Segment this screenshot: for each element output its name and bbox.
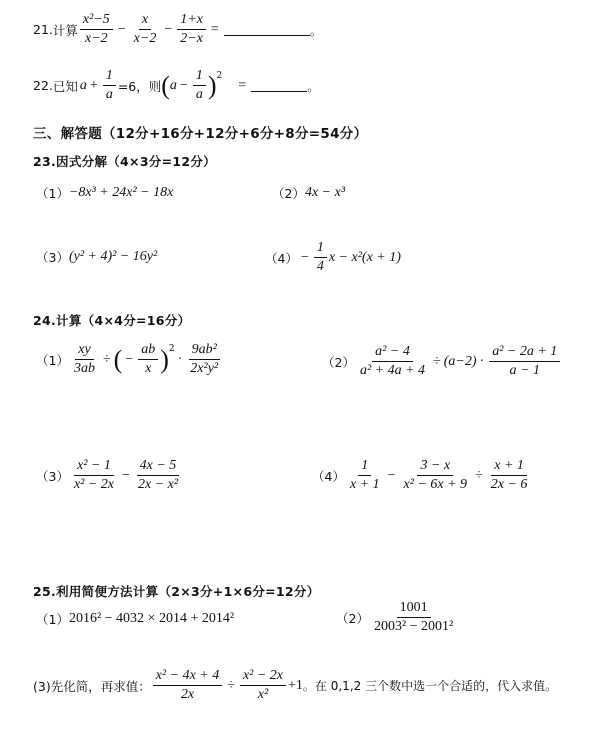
q24-p4-f3-numerator: x + 1 xyxy=(491,458,527,476)
q24-p1-f3-numerator: 9ab² xyxy=(189,342,220,360)
q24-p1-label: （1） xyxy=(36,352,69,368)
q23-p4-label: （4） xyxy=(265,250,298,266)
q23-p2-expr: 4x − x³ xyxy=(304,185,346,200)
q23-p3-label: （3） xyxy=(36,250,69,265)
q25-p1-label: （1） xyxy=(36,612,69,627)
q23-p4-denominator: 4 xyxy=(316,259,324,274)
q24-p3-f2-denominator: 2x − x² xyxy=(137,477,179,492)
q25-p2-denominator: 2003² − 2001² xyxy=(373,619,454,634)
minus-sign: − xyxy=(300,249,309,265)
q22-power: 2 xyxy=(216,70,223,81)
right-paren: ) xyxy=(160,344,169,374)
q23-p3-expr: (y² + 4)² − 16y² xyxy=(68,249,158,264)
minus-sign: − xyxy=(125,351,134,367)
q24-part-1 xyxy=(36,342,223,377)
minus-sign: − xyxy=(387,467,396,483)
dot-sign: · xyxy=(479,353,485,369)
q22-var: a xyxy=(79,77,87,93)
q24-p2-f1-numerator: a² − 4 xyxy=(372,344,413,362)
left-paren: ( xyxy=(113,344,123,374)
q22-frac-denominator: a xyxy=(105,87,113,102)
q25-p3-f2-denominator: x² xyxy=(257,687,269,702)
q24-p3-fraction-2 xyxy=(135,458,181,493)
q24-p4-f3-denominator: 2x − 6 xyxy=(490,477,528,492)
question-21 xyxy=(33,12,322,47)
q25-part-3 xyxy=(33,668,557,703)
q22-frac-numerator: 1 xyxy=(103,68,116,86)
q22-frac2-denominator: a xyxy=(195,87,203,102)
q24-p2-f1-denominator: a² + 4a + 4 xyxy=(359,363,426,378)
right-paren: ) xyxy=(207,70,217,100)
q24-p3-f1-numerator: x² − 1 xyxy=(74,458,114,476)
q21-f3-denominator: 2−x xyxy=(180,31,203,46)
q24-p2-fraction-1 xyxy=(357,344,428,379)
q25-p3-f1-numerator: x² − 4x + 4 xyxy=(153,668,223,686)
q25-p3-f2-numerator: x² − 2x xyxy=(240,668,286,686)
divide-sign: ÷ xyxy=(227,677,235,693)
q23-p4-numerator: 1 xyxy=(314,240,327,258)
q25-p3-tail: +1 xyxy=(288,677,303,693)
q24-p2-label: （2） xyxy=(322,354,355,370)
q25-p3-f1-denominator: 2x xyxy=(180,687,195,702)
q22-end: 。 xyxy=(307,78,320,94)
q24-part-2 xyxy=(322,344,562,379)
q21-label: 计算 xyxy=(52,22,78,38)
minus-sign: − xyxy=(179,77,188,93)
q24-p2-f2-denominator: a − 1 xyxy=(509,363,540,378)
q24-p1-fraction-3 xyxy=(187,342,221,377)
q24-p4-f1-numerator: 1 xyxy=(358,458,371,476)
q24-p1-power: 2 xyxy=(168,343,175,354)
q24-title: 24.计算（4×4分=16分） xyxy=(33,313,191,328)
q24-part-4 xyxy=(312,458,532,493)
q24-p4-fraction-1 xyxy=(347,458,383,493)
q23-title: 23.因式分解（4×3分=12分） xyxy=(33,154,216,169)
section-3-title: 三、解答题（12分+16分+12分+6分+8分=54分） xyxy=(33,126,368,142)
q24-p3-f2-numerator: 4x − 5 xyxy=(137,458,180,476)
q21-f2-numerator: x xyxy=(139,12,151,30)
q21-fraction-1 xyxy=(80,12,113,47)
q22-eq-text: =6，则 xyxy=(117,78,162,94)
q21-f1-denominator: x−2 xyxy=(85,31,108,46)
q21-fraction-2 xyxy=(131,12,160,47)
q24-p4-label: （4） xyxy=(312,468,345,484)
q24-p3-fraction-1 xyxy=(71,458,117,493)
q23-part-3 xyxy=(36,248,157,266)
q25-title: 25.利用简便方法计算（2×3分+1×6分=12分） xyxy=(33,584,320,599)
equals-sign: = xyxy=(210,21,219,37)
q22-var-2: a xyxy=(169,77,177,93)
q24-p4-f2-numerator: 3 − x xyxy=(417,458,453,476)
q25-part-2 xyxy=(336,600,458,635)
q25-p3-fraction-2 xyxy=(240,668,286,703)
q24-p1-f1-denominator: 3ab xyxy=(73,361,95,376)
q23-p1-label: （1） xyxy=(36,186,69,201)
q24-part-3 xyxy=(36,458,183,493)
q25-part-1 xyxy=(36,610,234,628)
q21-end: 。 xyxy=(309,22,323,38)
q23-p2-label: （2） xyxy=(272,186,305,201)
divide-sign: ÷ xyxy=(433,353,441,369)
q24-p1-fraction-1 xyxy=(71,342,98,377)
q24-p3-f1-denominator: x² − 2x xyxy=(73,477,115,492)
q25-p3-note: 。在 0,1,2 三个数中选一个合适的，代入求值。 xyxy=(302,679,558,693)
divide-sign: ÷ xyxy=(102,351,111,367)
q22-fraction xyxy=(103,68,116,103)
q25-p2-label: （2） xyxy=(336,610,369,626)
minus-sign: − xyxy=(164,21,173,37)
q21-number: 21. xyxy=(33,22,53,37)
q24-p2-f2-numerator: a² − 2a + 1 xyxy=(489,344,560,362)
q24-p4-f2-denominator: x² − 6x + 9 xyxy=(403,477,468,492)
q24-p1-fraction-2 xyxy=(138,342,158,377)
q24-p4-fraction-3 xyxy=(488,458,531,493)
q21-f3-numerator: 1+x xyxy=(177,12,206,30)
q24-p2-mid: (a−2) xyxy=(443,353,477,369)
q25-p2-numerator: 1001 xyxy=(397,600,431,618)
q22-number: 22. xyxy=(33,78,53,93)
q24-p4-f1-denominator: x + 1 xyxy=(349,477,380,492)
minus-sign: − xyxy=(122,467,130,483)
q23-part-1 xyxy=(36,184,173,202)
q23-part-2 xyxy=(272,184,345,202)
q21-f2-denominator: x−2 xyxy=(133,31,157,46)
q24-p1-f2-denominator: x xyxy=(145,361,152,376)
q23-part-4 xyxy=(265,240,401,275)
q25-p1-expr: 2016² − 4032 × 2014 + 2014² xyxy=(68,611,235,626)
q21-f1-numerator: x²−5 xyxy=(80,12,113,30)
equals-sign: = xyxy=(238,77,247,93)
minus-sign: − xyxy=(117,21,126,37)
divide-sign: ÷ xyxy=(475,467,483,483)
q24-p3-label: （3） xyxy=(36,468,69,484)
q23-p1-expr: −8x³ + 24x² − 18x xyxy=(68,185,174,200)
q22-frac2-numerator: 1 xyxy=(193,68,206,86)
q23-p4-fraction xyxy=(314,240,327,275)
q25-p2-fraction xyxy=(371,600,456,635)
q24-p4-fraction-2 xyxy=(401,458,471,493)
q21-fraction-3 xyxy=(177,12,206,47)
q25-p3-label: (3)先化简，再求值： xyxy=(33,678,151,694)
q21-answer-blank xyxy=(224,23,310,36)
q22-answer-blank xyxy=(251,79,307,92)
q22-fraction-2 xyxy=(193,68,206,103)
q25-p3-fraction-1 xyxy=(153,668,223,703)
q24-p1-f1-numerator: xy xyxy=(75,342,93,360)
left-paren: ( xyxy=(161,70,170,100)
question-22 xyxy=(33,68,320,103)
q24-p1-f3-denominator: 2x²y² xyxy=(190,361,219,376)
plus-sign: + xyxy=(89,77,98,93)
q23-p4-rest: x − x²(x + 1) xyxy=(328,249,401,265)
dot-sign: · xyxy=(177,351,183,367)
q22-label: 已知 xyxy=(52,78,78,94)
q24-p1-f2-numerator: ab xyxy=(138,342,158,360)
q24-p2-fraction-2 xyxy=(489,344,560,379)
